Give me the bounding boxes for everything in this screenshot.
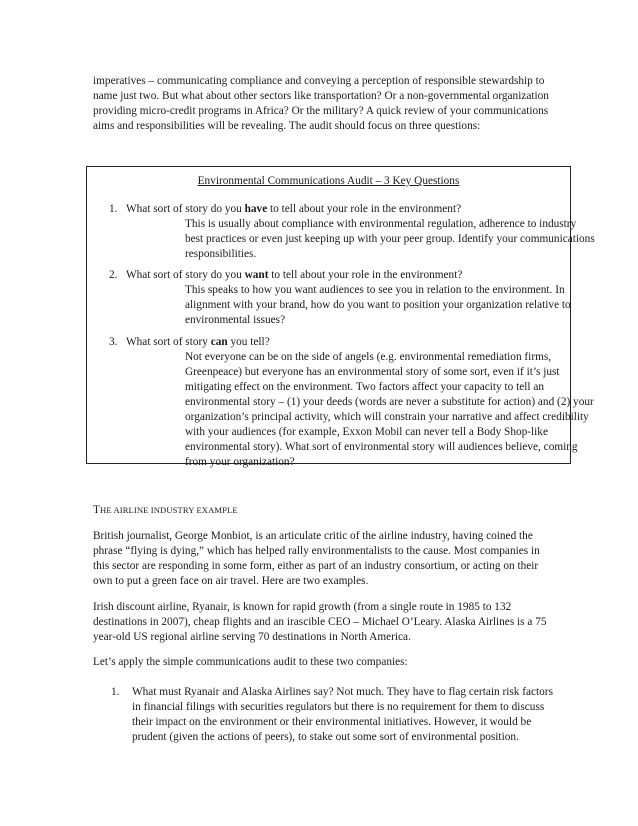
section-heading: THE AIRLINE INDUSTRY EXAMPLE (93, 504, 238, 516)
question-emphasis: can (210, 336, 228, 348)
section-paragraph: Let’s apply the simple communications audit to these two companies: (93, 656, 408, 668)
question-description: Not everyone can be on the side of angels (e.g. environmental remediation firms, Greenpeace) but everyone has an environmental story of some sort, even if it’s just mitigating effect on the environment. Two factors affect your capacity to tell an environmental story – (1) your deeds (words are never a substitute for action) and (2) your organization’s principal activity, which will constrain your narrative and affect credibility with your audiences (for example, Exxon Mobil can never tell a Body Shop-like environmental story). What sort of environmental story will audiences believe, coming from your organization? (185, 351, 594, 468)
audit-box-title: Environmental Communications Audit – 3 Key Questions (197, 175, 460, 187)
list-number: 1. (111, 686, 120, 698)
intro-paragraph: imperatives – communicating compliance and conveying a perception of responsible stewardship to name just two. But what about other sectors like transportation? Or a non-governmental organization providing micro-credit programs in Africa? Or the military? A quick review of your communications aims and responsibilities will be revealing. The audit should focus on three questions: (93, 75, 549, 132)
list-text: What must Ryanair and Alaska Airlines say? Not much. They have to flag certain risk factors in financial filings with securities regulators but there is no requirement for them to discuss their impact on the environment or their environmental initiatives. However, it would be prudent (given the actions of peers), to stake out some sort of environmental position. (132, 686, 553, 743)
question-text: What sort of story do you want to tell about your role in the environment? (126, 269, 463, 281)
question-number: 3. (109, 336, 118, 348)
question-description: This speaks to how you want audiences to see you in relation to the environment. In alignment with your brand, how do you want to position your organization relative to environmental issues? (185, 284, 571, 326)
question-text: What sort of story do you have to tell about your role in the environment? (126, 203, 462, 215)
section-paragraph: British journalist, George Monbiot, is an articulate critic of the airline industry, having coined the phrase “flying is dying,” which has helped rally environmentalists to the cause. Most companies in this sector are responding in some form, either as part of an industry consortium, or acting on their own to put a green face on air travel. Here are two examples. (93, 530, 540, 587)
question-text: What sort of story can you tell? (126, 336, 270, 348)
audit-box (86, 166, 595, 468)
question-emphasis: have (244, 203, 268, 215)
question-description: This is usually about compliance with environmental regulation, adherence to industry best practices or even just keeping up with your peer group. Identify your communications responsibilities. (185, 218, 595, 260)
section-paragraph: Irish discount airline, Ryanair, is known for rapid growth (from a single route in 1985 to 132 destinations in 2007), cheap flights and an irascible CEO – Michael O’Leary. Alaska Airlines is a 75 year-old US regional airline serving 70 destinations in North America. (93, 601, 547, 643)
question-emphasis: want (244, 269, 269, 281)
question-number: 1. (109, 203, 118, 215)
question-number: 2. (109, 269, 118, 281)
